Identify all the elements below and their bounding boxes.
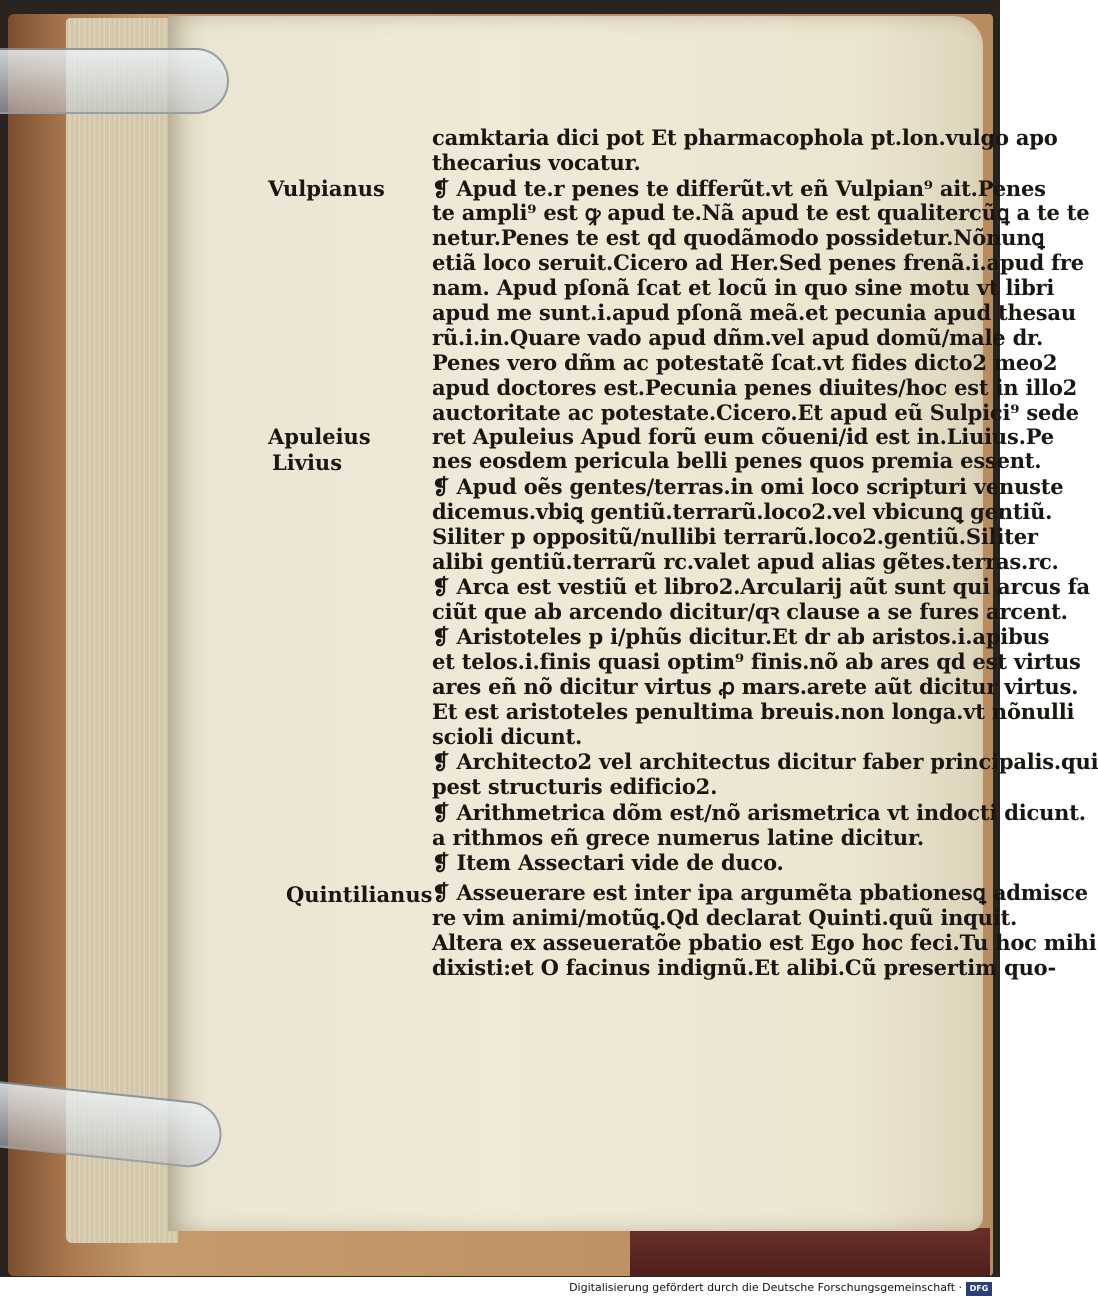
text-line: Siliter p oppositũ/nullibi terrarũ.loco2.gentiũ.Siliter xyxy=(432,524,1038,549)
margin-note-apuleius: Apuleius xyxy=(268,424,371,449)
text-line: ❡ Aristoteles p i/phũs dicitur.Et dr ab aristos.i.apibus xyxy=(432,624,1050,649)
text-line: ❡ Arca est vestiũ et libro2.Arcularij aũt sunt qui arcus fa xyxy=(432,574,1090,599)
text-line: thecarius vocatur. xyxy=(432,150,641,175)
text-line: auctoritate ac potestate.Cicero.Et apud eũ Sulpici⁹ sede xyxy=(432,400,1079,425)
text-line: ❡ Asseuerare est inter ipa argumẽta pbationesꝗ admisce xyxy=(432,880,1088,905)
footer-credit: Digitalisierung gefördert durch die Deutsche Forschungsgemeinschaft · xyxy=(569,1281,962,1294)
text-line: ret Apuleius Apud forũ eum cõueni/id est in.Liuius.Pe xyxy=(432,424,1054,449)
text-line: et telos.i.finis quasi optim⁹ finis.nõ ab ares qd est virtus xyxy=(432,649,1081,674)
text-line: dicemus.vbiꝗ gentiũ.terrarũ.loco2.vel vbicunꝗ gentiũ. xyxy=(432,499,1053,524)
text-line: re vim animi/motũꝗ.Qd declarat Quinti.quũ inquit. xyxy=(432,905,1018,930)
margin-note-vulpianus: Vulpianus xyxy=(268,176,385,201)
text-line: dixisti:et O facinus indignũ.Et alibi.Cũ presertim quo- xyxy=(432,955,1056,980)
text-line: netur.Penes te est qd quodãmodo possidetur.Nõnunꝗ xyxy=(432,225,1045,250)
page-clip-top xyxy=(0,48,229,114)
book-cover-bottom xyxy=(630,1228,990,1276)
text-line: pest structuris edificio2. xyxy=(432,774,718,799)
text-line: ❡ Arithmetrica dõm est/nõ arismetrica vt indocti dicunt. xyxy=(432,800,1086,825)
text-line: nes eosdem pericula belli penes quos premia essent. xyxy=(432,448,1042,473)
text-line: a rithmos eñ grece numerus latine dicitur. xyxy=(432,825,925,850)
text-line: camktaria dici pot Et pharmacophola pt.lon.vulgo apo xyxy=(432,125,1058,150)
text-line: nam. Apud pſonã ſcat et locũ in quo sine motu vt libri xyxy=(432,275,1055,300)
text-line: ciũt que ab arcendo dicitur/qꝛ clause a se fures arcent. xyxy=(432,599,1068,624)
digitization-footer xyxy=(0,1277,1000,1301)
dfg-logo-icon[interactable]: DFG xyxy=(966,1282,992,1296)
text-line: rũ.i.in.Quare vado apud dñm.vel apud domũ/male dr. xyxy=(432,325,1044,350)
text-line: apud me sunt.i.apud pſonã meã.et pecunia apud thesau xyxy=(432,300,1076,325)
margin-note-quintilianus: Quintilianus xyxy=(286,882,433,907)
text-line: etiã loco seruit.Cicero ad Her.Sed penes frenã.i.apud fre xyxy=(432,250,1084,275)
text-line: alibi gentiũ.terrarũ rc.valet apud alias gẽtes.terras.rc. xyxy=(432,549,1059,574)
text-line: apud doctores est.Pecunia penes diuites/hoc est in illo2 xyxy=(432,375,1078,400)
text-line: te ampli⁹ est ꝙ apud te.Nã apud te est qualitercũꝗ a te te xyxy=(432,200,1090,225)
text-line: ❡ Item Assectari vide de duco. xyxy=(432,850,784,875)
text-line: scioli dicunt. xyxy=(432,724,583,749)
text-line: Penes vero dñm ac potestatẽ ſcat.vt fides dicto2 meo2 xyxy=(432,350,1058,375)
text-line: ❡ Apud te.r penes te differũt.vt eñ Vulpian⁹ ait.Penes xyxy=(432,176,1046,201)
page-edges xyxy=(66,18,178,1243)
text-line: ares eñ nõ dicitur virtus ꝓ mars.arete aũt dicitur virtus. xyxy=(432,674,1079,699)
text-line: Et est aristoteles penultima breuis.non longa.vt nõnulli xyxy=(432,699,1075,724)
text-line: Altera ex asseueratõe pbatio est Ego hoc feci.Tu hoc mihi xyxy=(432,930,1097,955)
margin-note-livius: Livius xyxy=(272,450,343,475)
text-line: ❡ Architecto2 vel architectus dicitur faber principalis.qui xyxy=(432,749,1098,774)
text-line: ❡ Apud oẽs gentes/terras.in omi loco scripturi venuste xyxy=(432,474,1064,499)
